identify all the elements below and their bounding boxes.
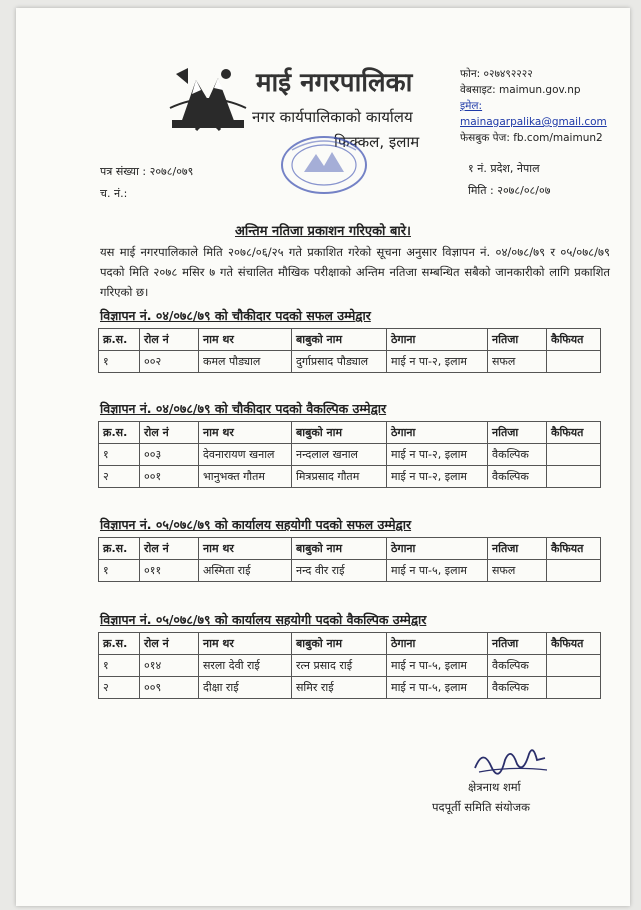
column-header: नतिजा xyxy=(488,329,547,351)
table-cell: रत्न प्रसाद राई xyxy=(292,655,387,677)
signatory-role: पदपूर्ती समिति संयोजक xyxy=(432,800,530,814)
column-header: कैफियत xyxy=(547,329,601,351)
website-text: वेबसाइट: maimun.gov.np xyxy=(460,84,581,96)
results-table xyxy=(98,632,601,699)
table-cell: अस्मिता राई xyxy=(199,560,292,582)
table-cell: देवनारायण खनाल xyxy=(199,444,292,466)
phone-text: फोन: ०२७४९२२२२ xyxy=(460,68,533,80)
table-row xyxy=(99,560,601,582)
table-cell: ००३ xyxy=(140,444,199,466)
notice-subject: अन्तिम नतिजा प्रकाशन गरिएको बारे। xyxy=(235,224,411,239)
table-cell: माई न पा-५, इलाम xyxy=(387,677,488,699)
table-header-row xyxy=(99,422,601,444)
dispatch-number: च. नं.: xyxy=(100,187,128,200)
facebook-text: फेसबुक पेज: fb.com/maimun2 xyxy=(460,132,603,144)
municipality-title: माई नगरपालिका xyxy=(256,68,413,98)
table-cell: माई न पा-५, इलाम xyxy=(387,560,488,582)
table-cell: १ xyxy=(99,351,140,373)
column-header: कैफियत xyxy=(547,538,601,560)
office-location: फिक्कल, इलाम xyxy=(334,133,420,151)
table-cell: २ xyxy=(99,466,140,488)
table-cell: दीक्षा राई xyxy=(199,677,292,699)
table-cell: माई न पा-२, इलाम xyxy=(387,351,488,373)
column-header: ठेगाना xyxy=(387,538,488,560)
table-cell: ००९ xyxy=(140,677,199,699)
table-cell xyxy=(547,444,601,466)
table-cell: १ xyxy=(99,655,140,677)
official-seal-stamp xyxy=(274,130,374,200)
table-header-row xyxy=(99,538,601,560)
contact-block xyxy=(460,66,630,146)
table-cell: वैकल्पिक xyxy=(488,677,547,699)
table-cell: १ xyxy=(99,560,140,582)
column-header: बाबुको नाम xyxy=(292,538,387,560)
section-title: विज्ञापन नं. ०५/०७८/७९ को कार्यालय सहयोगी पदको सफल उम्मेद्वार xyxy=(100,517,412,532)
column-header: नतिजा xyxy=(488,633,547,655)
document-page xyxy=(16,8,630,906)
column-header: क्र.स. xyxy=(99,538,140,560)
column-header: क्र.स. xyxy=(99,422,140,444)
table-cell: ००२ xyxy=(140,351,199,373)
column-header: क्र.स. xyxy=(99,633,140,655)
table-cell: सफल xyxy=(488,560,547,582)
column-header: कैफियत xyxy=(547,633,601,655)
table-cell: सफल xyxy=(488,351,547,373)
table-cell: ०१४ xyxy=(140,655,199,677)
column-header: नाम थर xyxy=(199,329,292,351)
column-header: कैफियत xyxy=(547,422,601,444)
table-cell: २ xyxy=(99,677,140,699)
column-header: रोल नं xyxy=(140,329,199,351)
table-row xyxy=(99,655,601,677)
table-header-row xyxy=(99,329,601,351)
table-cell: वैकल्पिक xyxy=(488,444,547,466)
column-header: नतिजा xyxy=(488,422,547,444)
table-cell: ००१ xyxy=(140,466,199,488)
column-header: ठेगाना xyxy=(387,422,488,444)
table-cell: ०११ xyxy=(140,560,199,582)
section-title: विज्ञापन नं. ०४/०७८/७९ को चौकीदार पदको वैकल्पिक उम्मेद्वार xyxy=(100,401,387,416)
reference-number: पत्र संख्या : २०७८/०७९ xyxy=(100,165,194,178)
column-header: रोल नं xyxy=(140,538,199,560)
section-title: विज्ञापन नं. ०४/०७८/७९ को चौकीदार पदको सफल उम्मेद्वार xyxy=(100,308,371,323)
results-table xyxy=(98,328,601,373)
table-cell: माई न पा-५, इलाम xyxy=(387,655,488,677)
email-text: इमेल: mainagarpalika@gmail.com xyxy=(460,100,607,128)
table-cell: माई न पा-२, इलाम xyxy=(387,444,488,466)
table-cell xyxy=(547,655,601,677)
notice-body: यस माई नगरपालिकाले मिति २०७८/०६/२५ गते प्रकाशित गरेको सूचना अनुसार विज्ञापन नं. ०४/०७८/७९ र ०५/०७८/७९ पदको मिति २०७८ मसिर ७ गते संचालित मौखिक परीक्षाको अन्तिम नतिजा सम्बन्धित सबैको जानकारीको लागि प्रकाशित गरिएको छ। xyxy=(100,245,610,299)
table-row xyxy=(99,466,601,488)
column-header: ठेगाना xyxy=(387,633,488,655)
column-header: नाम थर xyxy=(199,422,292,444)
signatory-name: क्षेत्रनाथ शर्मा xyxy=(468,780,521,794)
column-header: नतिजा xyxy=(488,538,547,560)
table-row xyxy=(99,444,601,466)
table-cell: वैकल्पिक xyxy=(488,655,547,677)
table-cell: दुर्गाप्रसाद पौड्याल xyxy=(292,351,387,373)
handwritten-signature xyxy=(471,740,551,778)
column-header: बाबुको नाम xyxy=(292,633,387,655)
table-header-row xyxy=(99,633,601,655)
table-row xyxy=(99,677,601,699)
table-cell: भानुभक्त गौतम xyxy=(199,466,292,488)
municipality-emblem-icon xyxy=(166,60,250,136)
column-header: नाम थर xyxy=(199,538,292,560)
column-header: क्र.स. xyxy=(99,329,140,351)
column-header: रोल नं xyxy=(140,633,199,655)
column-header: रोल नं xyxy=(140,422,199,444)
table-cell: सरला देवी राई xyxy=(199,655,292,677)
table-cell: नन्दलाल खनाल xyxy=(292,444,387,466)
table-cell xyxy=(547,560,601,582)
table-cell: वैकल्पिक xyxy=(488,466,547,488)
table-cell: १ xyxy=(99,444,140,466)
results-table xyxy=(98,421,601,488)
column-header: बाबुको नाम xyxy=(292,329,387,351)
section-title: विज्ञापन नं. ०५/०७८/७९ को कार्यालय सहयोगी पदको वैकल्पिक उम्मेद्वार xyxy=(100,612,427,627)
table-cell: नन्द वीर राई xyxy=(292,560,387,582)
column-header: ठेगाना xyxy=(387,329,488,351)
column-header: बाबुको नाम xyxy=(292,422,387,444)
table-cell: समिर राई xyxy=(292,677,387,699)
issue-date: मिति : २०७८/०८/०७ xyxy=(468,184,551,197)
table-cell: माई न पा-२, इलाम xyxy=(387,466,488,488)
table-cell: मित्रप्रसाद गौतम xyxy=(292,466,387,488)
results-table xyxy=(98,537,601,582)
province-text: १ नं. प्रदेश, नेपाल xyxy=(468,162,540,175)
table-cell: कमल पौड्याल xyxy=(199,351,292,373)
table-cell xyxy=(547,466,601,488)
table-cell xyxy=(547,351,601,373)
office-subtitle: नगर कार्यपालिकाको कार्यालय xyxy=(252,108,413,126)
table-cell xyxy=(547,677,601,699)
column-header: नाम थर xyxy=(199,633,292,655)
table-row xyxy=(99,351,601,373)
